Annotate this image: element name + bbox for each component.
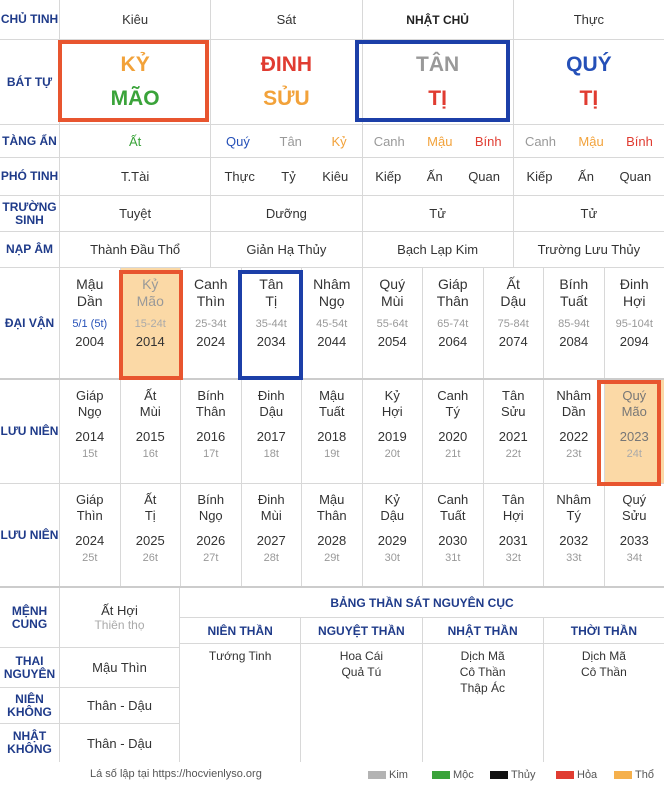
than-sat-col bbox=[301, 644, 422, 762]
than-sat-item: Hoa Cái bbox=[339, 649, 384, 663]
truong-sinh-cell: Tuyệt bbox=[60, 196, 211, 231]
highlight-box-day-pillar bbox=[355, 40, 510, 122]
tang-an-stem: Mậu bbox=[427, 133, 453, 149]
pho-tinh-star: Thực bbox=[224, 169, 255, 184]
tang-an-cell bbox=[60, 125, 211, 157]
luu-nien-branch: Hợi bbox=[381, 404, 403, 419]
dai-van-branch: Thìn bbox=[196, 293, 225, 309]
tang-an-stem: Canh bbox=[373, 133, 405, 149]
luu-nien-year: 2026 bbox=[196, 533, 226, 548]
luu-nien-item bbox=[423, 380, 484, 483]
luu-nien-stem: Tân bbox=[502, 492, 525, 507]
tang-an-stem: Mậu bbox=[578, 133, 604, 149]
luu-nien-branch: Dần bbox=[561, 404, 586, 419]
legend-item bbox=[490, 769, 535, 781]
dai-van-item bbox=[605, 268, 664, 378]
luu-nien-stem: Ất bbox=[144, 388, 157, 403]
nien-khong-value: Thân - Dậu bbox=[60, 688, 180, 724]
bat-tu-stem: KỶ bbox=[120, 53, 150, 76]
than-sat-item: Cô Thần bbox=[580, 665, 627, 679]
highlight-box-luu-nien-current bbox=[597, 380, 661, 486]
dai-van-year: 2004 bbox=[75, 334, 105, 349]
luu-nien-age: 30t bbox=[384, 552, 400, 564]
luu-nien-age: 20t bbox=[384, 448, 400, 460]
luu-nien-age: 26t bbox=[142, 552, 158, 564]
luu-nien-age: 29t bbox=[324, 552, 340, 564]
than-sat-headers bbox=[180, 618, 664, 644]
luu-nien-age: 21t bbox=[445, 448, 461, 460]
dai-van-stem: Tân bbox=[259, 276, 284, 292]
luu-nien-stem: Bính bbox=[197, 492, 225, 507]
pho-tinh-cell bbox=[211, 158, 362, 195]
tang-an-cell bbox=[514, 125, 664, 157]
dai-van-age: 45-54t bbox=[316, 318, 348, 330]
pho-tinh-cell bbox=[363, 158, 514, 195]
luu-nien-age: 23t bbox=[566, 448, 582, 460]
than-sat-item: Dịch Mã bbox=[460, 649, 505, 663]
row-luu-nien-1 bbox=[0, 380, 664, 484]
luu-nien-stem: Bính bbox=[197, 388, 225, 403]
tang-an-stem: Bính bbox=[474, 133, 502, 149]
pho-tinh-cell bbox=[514, 158, 664, 195]
legend-swatch bbox=[432, 771, 450, 779]
luu-nien-age: 31t bbox=[445, 552, 461, 564]
luu-nien-branch: Thìn bbox=[76, 508, 103, 523]
luu-nien-item bbox=[60, 380, 121, 483]
dai-van-age: 25-34t bbox=[195, 318, 227, 330]
dai-van-branch: Thân bbox=[436, 293, 469, 309]
luu-nien-stem: Nhâm bbox=[556, 492, 592, 507]
luu-nien-branch: Tị bbox=[144, 508, 156, 523]
dai-van-branch: Ngọ bbox=[318, 293, 345, 309]
truong-sinh-cell: Dưỡng bbox=[211, 196, 362, 231]
dai-van-year: 2094 bbox=[619, 334, 649, 349]
luu-nien-item bbox=[181, 380, 242, 483]
dai-van-year: 2074 bbox=[498, 334, 528, 349]
dai-van-item bbox=[60, 268, 121, 378]
luu-nien-stem: Canh bbox=[437, 492, 469, 507]
dai-van-stem: Mậu bbox=[76, 276, 104, 292]
label-thai-nguyen: THAI NGUYÊN bbox=[0, 648, 60, 688]
thai-nguyen-value: Mậu Thìn bbox=[60, 648, 180, 688]
bat-tu-branch: TỊ bbox=[579, 87, 599, 110]
tang-an-stem: Bính bbox=[626, 133, 653, 149]
pho-tinh-group bbox=[60, 169, 210, 184]
luu-nien-item bbox=[302, 484, 363, 586]
luu-nien-stem: Quý bbox=[622, 388, 647, 403]
dai-van-year: 2034 bbox=[256, 334, 286, 349]
luu-nien-branch: Thân bbox=[316, 508, 347, 523]
dai-van-age: 5/1 (5t) bbox=[72, 318, 108, 330]
luu-nien-year: 2030 bbox=[438, 533, 468, 548]
luu-nien-item bbox=[544, 380, 605, 483]
luu-nien-item bbox=[544, 484, 605, 586]
luu-nien-list bbox=[60, 380, 664, 483]
luu-nien-year: 2024 bbox=[75, 533, 105, 548]
luu-nien-year: 2023 bbox=[619, 429, 649, 444]
dai-van-age: 65-74t bbox=[437, 318, 469, 330]
legend-label: Kim bbox=[389, 769, 408, 781]
than-sat-item: Dịch Mã bbox=[581, 649, 626, 663]
luu-nien-branch: Tuất bbox=[318, 404, 345, 419]
dai-van-year: 2044 bbox=[317, 334, 347, 349]
chu-tinh-nhat-chu: NHẬT CHỦ bbox=[363, 0, 514, 39]
legend-item bbox=[432, 769, 474, 781]
than-sat-item: Quả Tú bbox=[341, 665, 382, 679]
luu-nien-year: 2022 bbox=[559, 429, 589, 444]
dai-van-age: 75-84t bbox=[497, 318, 529, 330]
luu-nien-age: 16t bbox=[142, 448, 158, 460]
luu-nien-list bbox=[60, 484, 664, 586]
luu-nien-age: 24t bbox=[626, 448, 642, 460]
than-sat-header: NIÊN THẦN bbox=[180, 618, 301, 643]
luu-nien-year: 2017 bbox=[256, 429, 286, 444]
legend-label: Thổ bbox=[635, 769, 654, 781]
luu-nien-year: 2015 bbox=[135, 429, 165, 444]
legend-item bbox=[368, 769, 408, 781]
row-tang-an bbox=[0, 125, 664, 158]
dai-van-item bbox=[423, 268, 484, 378]
luu-nien-branch: Hợi bbox=[502, 508, 524, 523]
luu-nien-stem: Đinh bbox=[257, 388, 285, 403]
luu-nien-branch: Ngọ bbox=[198, 508, 223, 523]
dai-van-branch: Hợi bbox=[623, 293, 646, 309]
than-sat-header: THỜI THẦN bbox=[570, 623, 637, 638]
than-sat-item: Tướng Tinh bbox=[208, 649, 272, 663]
label-chu-tinh: CHỦ TINH bbox=[0, 0, 60, 39]
than-sat-col bbox=[423, 644, 544, 762]
dai-van-year: 2064 bbox=[438, 334, 468, 349]
tang-an-cell bbox=[211, 125, 362, 157]
than-sat-item: Cô Thần bbox=[459, 665, 506, 679]
truong-sinh-cell: Tử bbox=[363, 196, 514, 231]
chu-tinh-cell: Thực bbox=[573, 12, 605, 27]
legend-item bbox=[614, 769, 654, 781]
luu-nien-branch: Dậu bbox=[259, 404, 284, 419]
luu-nien-year: 2033 bbox=[619, 533, 649, 548]
tang-an-stem: Kỷ bbox=[331, 133, 347, 149]
dai-van-year: 2084 bbox=[559, 334, 589, 349]
dai-van-year: 2054 bbox=[377, 334, 407, 349]
than-sat-col bbox=[180, 644, 301, 762]
label-truong-sinh: TRƯỜNG SINH bbox=[0, 196, 60, 231]
pho-tinh-star: Quan bbox=[619, 169, 652, 184]
than-sat-header: NGUYỆT THẦN bbox=[301, 618, 422, 643]
dai-van-stem: Ất bbox=[506, 276, 520, 292]
luu-nien-age: 15t bbox=[82, 448, 98, 460]
dai-van-stem: Canh bbox=[194, 276, 228, 292]
legend-swatch bbox=[614, 771, 632, 779]
luu-nien-stem: Kỷ bbox=[384, 492, 400, 507]
luu-nien-stem: Đinh bbox=[257, 492, 285, 507]
luu-nien-year: 2019 bbox=[377, 429, 407, 444]
luu-nien-branch: Mùi bbox=[139, 404, 161, 419]
legend-label: Thủy bbox=[511, 769, 536, 781]
label-nap-am: NẠP ÂM bbox=[0, 232, 60, 267]
pho-tinh-star: Kiêu bbox=[322, 169, 349, 184]
dai-van-item bbox=[544, 268, 605, 378]
bat-tu-stem: QUÝ bbox=[566, 53, 612, 76]
label-nhat-khong: NHẬT KHÔNG bbox=[0, 724, 60, 762]
luu-nien-age: 18t bbox=[263, 448, 279, 460]
luu-nien-branch: Mão bbox=[621, 404, 647, 419]
luu-nien-stem: Tân bbox=[502, 388, 525, 403]
dai-van-age: 15-24t bbox=[134, 318, 166, 330]
luu-nien-item bbox=[302, 380, 363, 483]
luu-nien-stem: Giáp bbox=[76, 388, 104, 403]
luu-nien-year: 2031 bbox=[498, 533, 528, 548]
legend-label: Mộc bbox=[453, 769, 474, 781]
label-nien-khong: NIÊN KHÔNG bbox=[0, 688, 60, 724]
bat-tu-stem: TÂN bbox=[416, 53, 460, 76]
tang-an-stem: Quý bbox=[226, 133, 250, 149]
luu-nien-stem: Mậu bbox=[319, 388, 345, 403]
than-sat-item: Thập Ác bbox=[460, 681, 505, 695]
dai-van-stem: Đinh bbox=[619, 276, 649, 292]
nhat-khong-value: Thân - Dậu bbox=[60, 724, 180, 762]
dai-van-branch: Dậu bbox=[500, 293, 527, 309]
dai-van-year: 2024 bbox=[196, 334, 226, 349]
dai-van-year: 2014 bbox=[135, 334, 165, 349]
dai-van-stem: Giáp bbox=[437, 276, 468, 292]
luu-nien-year: 2025 bbox=[135, 533, 165, 548]
legend-swatch bbox=[368, 771, 386, 779]
luu-nien-stem: Canh bbox=[437, 388, 469, 403]
bat-tu-stem: ĐINH bbox=[260, 53, 313, 76]
label-menh-cung: MỆNH CUNG bbox=[0, 588, 60, 648]
dai-van-item bbox=[181, 268, 242, 378]
pho-tinh-star: Tỷ bbox=[281, 169, 296, 184]
luu-nien-item bbox=[242, 484, 303, 586]
luu-nien-item bbox=[60, 484, 121, 586]
pho-tinh-group bbox=[211, 169, 361, 184]
footer bbox=[0, 764, 664, 788]
luu-nien-item bbox=[121, 484, 182, 586]
menh-cung-value bbox=[60, 588, 180, 648]
luu-nien-item bbox=[363, 484, 424, 586]
luu-nien-branch: Sửu bbox=[500, 404, 526, 419]
luu-nien-age: 25t bbox=[82, 552, 98, 564]
menh-cung-text: Ất Hợi bbox=[101, 603, 138, 618]
chu-tinh-cell: Kiêu bbox=[60, 0, 211, 39]
luu-nien-branch: Thân bbox=[195, 404, 226, 419]
luu-nien-year: 2016 bbox=[196, 429, 226, 444]
menh-cung-sub: Thiên thọ bbox=[94, 618, 145, 632]
dai-van-item bbox=[302, 268, 363, 378]
tang-an-group bbox=[514, 134, 664, 149]
bat-tu-branch: SỬU bbox=[263, 87, 310, 110]
luu-nien-year: 2018 bbox=[317, 429, 347, 444]
legend-label: Hỏa bbox=[577, 769, 598, 781]
luu-nien-branch: Sửu bbox=[621, 508, 647, 523]
luu-nien-year: 2029 bbox=[377, 533, 407, 548]
dai-van-item bbox=[363, 268, 424, 378]
luu-nien-branch: Ngọ bbox=[77, 404, 102, 419]
pho-tinh-star: Quan bbox=[468, 169, 500, 184]
tang-an-group bbox=[60, 134, 210, 149]
luu-nien-year: 2014 bbox=[75, 429, 105, 444]
luu-nien-branch: Tý bbox=[566, 508, 581, 523]
dai-van-stem: Nhâm bbox=[313, 276, 351, 292]
luu-nien-stem: Mậu bbox=[319, 492, 345, 507]
luu-nien-age: 22t bbox=[505, 448, 521, 460]
luu-nien-age: 28t bbox=[263, 552, 279, 564]
label-luu-nien: LƯU NIÊN bbox=[0, 380, 60, 483]
luu-nien-stem: Ất bbox=[144, 492, 157, 507]
tang-an-cell bbox=[363, 125, 514, 157]
bat-tu-branch: TỊ bbox=[428, 87, 447, 110]
luu-nien-item bbox=[363, 380, 424, 483]
dai-van-branch: Dần bbox=[76, 293, 103, 309]
luu-nien-age: 19t bbox=[324, 448, 340, 460]
luu-nien-stem: Kỷ bbox=[384, 388, 400, 403]
luu-nien-age: 17t bbox=[203, 448, 219, 460]
luu-nien-item bbox=[121, 380, 182, 483]
nap-am-cell: Trường Lưu Thủy bbox=[537, 242, 641, 257]
luu-nien-age: 34t bbox=[626, 552, 642, 564]
label-bat-tu: BÁT TỰ bbox=[0, 40, 60, 124]
luu-nien-item bbox=[242, 380, 303, 483]
luu-nien-branch: Dậu bbox=[380, 508, 405, 523]
luu-nien-branch: Mùi bbox=[260, 508, 282, 523]
dai-van-age: 85-94t bbox=[558, 318, 590, 330]
luu-nien-year: 2028 bbox=[317, 533, 347, 548]
chu-tinh-cell: Sát bbox=[211, 0, 362, 39]
label-pho-tinh: PHÓ TINH bbox=[0, 158, 60, 195]
highlight-box-dai-van-current bbox=[119, 270, 183, 380]
luu-nien-branch: Tuất bbox=[439, 508, 466, 523]
tang-an-stem: Canh bbox=[524, 133, 557, 149]
bottom-section bbox=[0, 588, 664, 762]
row-dai-van bbox=[0, 268, 664, 380]
luu-nien-stem: Giáp bbox=[76, 492, 104, 507]
tang-an-stem: Ất bbox=[128, 133, 142, 149]
bat-tu-branch: MÃO bbox=[110, 87, 160, 110]
tang-an-group bbox=[211, 134, 361, 149]
luu-nien-age: 27t bbox=[203, 552, 219, 564]
dai-van-stem: Bính bbox=[559, 276, 589, 292]
dai-van-branch: Mão bbox=[136, 293, 164, 309]
luu-nien-item bbox=[484, 380, 545, 483]
than-sat-body bbox=[180, 644, 664, 762]
highlight-box-dai-van-next bbox=[238, 270, 303, 380]
legend-item bbox=[556, 769, 597, 781]
dai-van-branch: Mùi bbox=[380, 293, 404, 309]
dai-van-age: 95-104t bbox=[615, 318, 653, 330]
pho-tinh-star: Ấn bbox=[578, 169, 594, 184]
than-sat-header: NHẬT THẦN bbox=[423, 618, 544, 643]
luu-nien-age: 33t bbox=[566, 552, 582, 564]
footer-credit: Lá số lập tại https://hocvienlyso.org bbox=[90, 768, 262, 780]
luu-nien-year: 2032 bbox=[559, 533, 589, 548]
tang-an-stem: Tân bbox=[279, 133, 302, 149]
luu-nien-item bbox=[484, 484, 545, 586]
luu-nien-branch: Tý bbox=[445, 404, 460, 419]
truong-sinh-cell: Tử bbox=[580, 206, 598, 221]
than-sat-col bbox=[544, 644, 664, 762]
nap-am-cell: Bạch Lạp Kim bbox=[363, 232, 514, 267]
luu-nien-item bbox=[423, 484, 484, 586]
dai-van-branch: Tuất bbox=[560, 293, 588, 309]
luu-nien-year: 2021 bbox=[498, 429, 528, 444]
luu-nien-stem: Nhâm bbox=[556, 388, 592, 403]
pho-tinh-star: T.Tài bbox=[121, 169, 150, 184]
dai-van-item bbox=[484, 268, 545, 378]
highlight-box-year-pillar bbox=[58, 40, 209, 122]
nap-am-cell: Thành Đầu Thổ bbox=[60, 232, 211, 267]
legend-swatch bbox=[556, 771, 574, 779]
luu-nien-year: 2027 bbox=[256, 533, 286, 548]
dai-van-branch: Tị bbox=[265, 293, 278, 309]
dai-van-age: 55-64t bbox=[376, 318, 408, 330]
legend-swatch bbox=[490, 771, 508, 779]
pho-tinh-star: Kiếp bbox=[375, 169, 402, 184]
pho-tinh-group bbox=[514, 169, 664, 184]
dai-van-stem: Quý bbox=[379, 276, 406, 292]
luu-nien-item bbox=[605, 484, 664, 586]
row-nap-am bbox=[0, 232, 664, 268]
dai-van-age: 35-44t bbox=[255, 318, 287, 330]
pho-tinh-star: Ấn bbox=[426, 169, 443, 184]
label-tang-an: TÀNG ẨN bbox=[0, 125, 60, 157]
row-luu-nien-2 bbox=[0, 484, 664, 588]
pho-tinh-star: Kiếp bbox=[526, 169, 553, 184]
luu-nien-year: 2020 bbox=[438, 429, 468, 444]
bat-tu-month bbox=[211, 40, 362, 124]
than-sat-title: BẢNG THẦN SÁT NGUYÊN CỤC bbox=[180, 588, 664, 618]
luu-nien-age: 32t bbox=[505, 552, 521, 564]
row-pho-tinh bbox=[0, 158, 664, 196]
label-luu-nien: LƯU NIÊN bbox=[0, 484, 60, 586]
label-dai-van: ĐẠI VẬN bbox=[0, 268, 60, 378]
row-chu-tinh bbox=[0, 0, 664, 40]
pho-tinh-cell bbox=[60, 158, 211, 195]
luu-nien-item bbox=[181, 484, 242, 586]
pho-tinh-group bbox=[363, 169, 513, 184]
nap-am-cell: Giản Hạ Thủy bbox=[211, 232, 362, 267]
dai-van-stem: Kỷ bbox=[142, 276, 159, 292]
row-truong-sinh bbox=[0, 196, 664, 232]
bat-tu-hour bbox=[514, 40, 664, 124]
tang-an-group bbox=[363, 134, 513, 149]
luu-nien-stem: Quý bbox=[622, 492, 647, 507]
